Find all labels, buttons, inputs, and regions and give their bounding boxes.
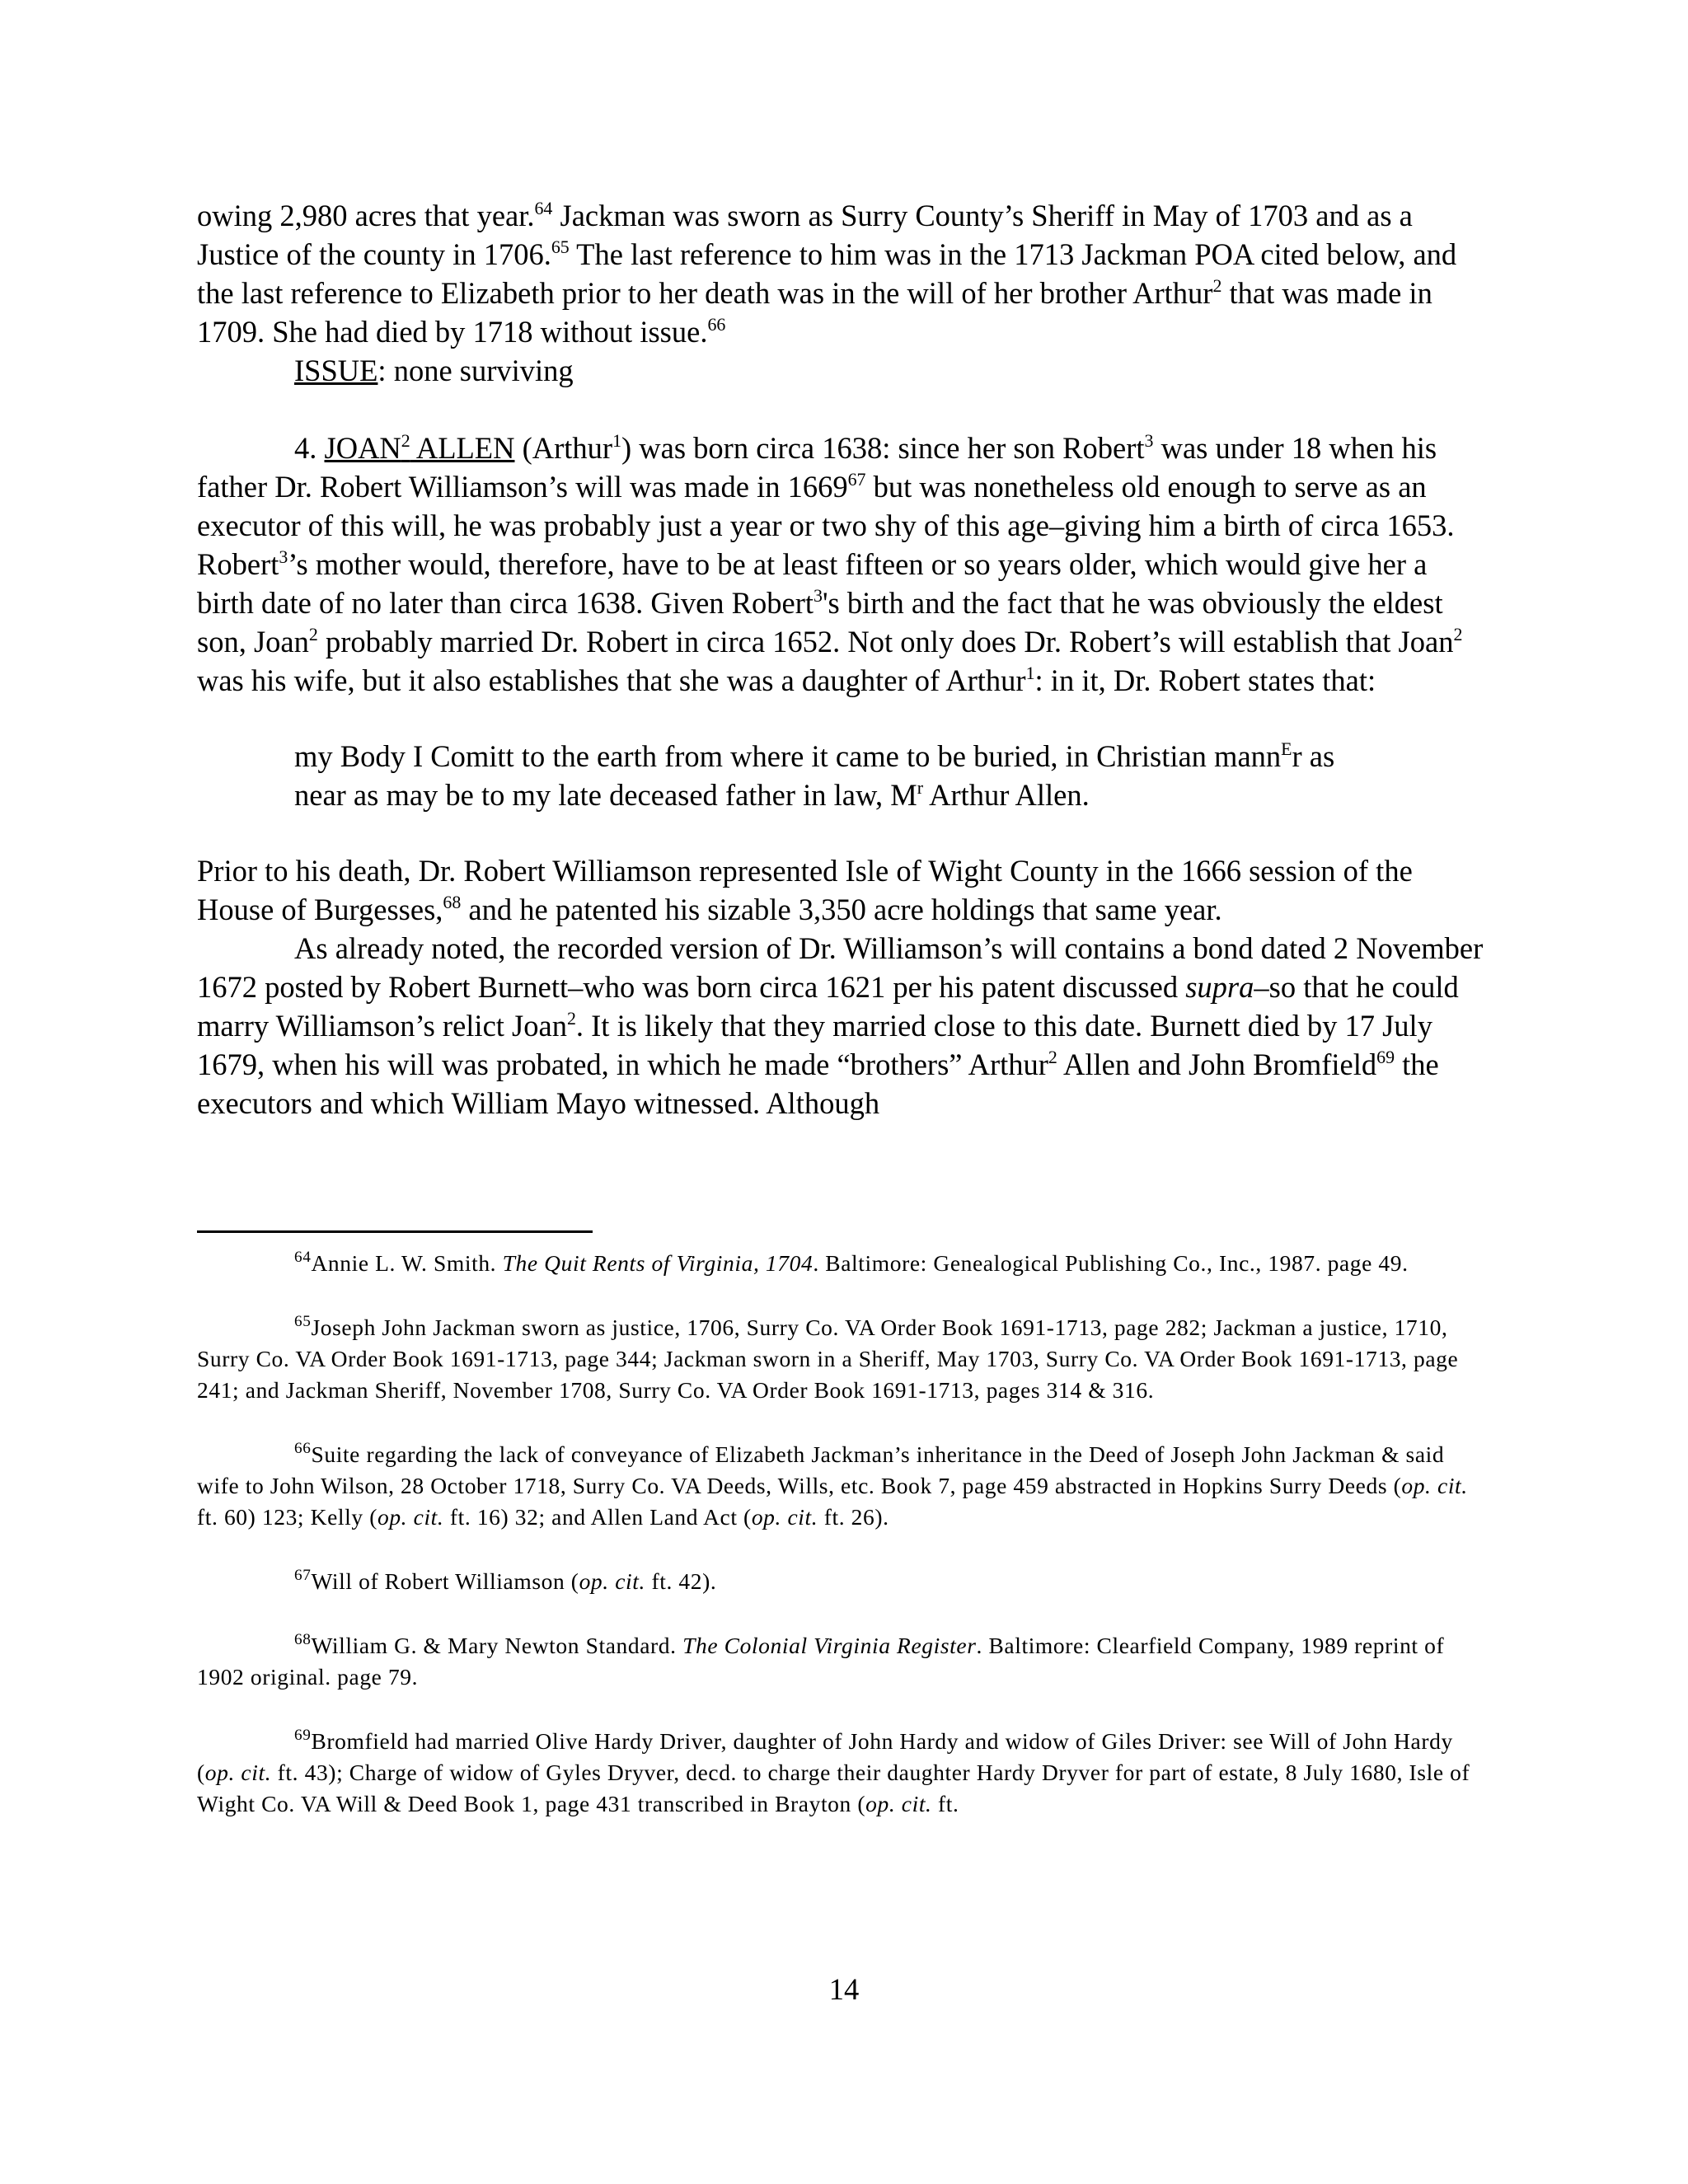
generation-superscript: 2 — [1048, 1046, 1057, 1067]
text-run: and he patented his sizable 3,350 acre holdings that same year. — [461, 893, 1222, 926]
footnote-number: 67 — [294, 1566, 312, 1584]
footnote-number: 66 — [294, 1439, 312, 1457]
footnote-text: Bromfield had married Olive Hardy Driver, daughter of John Hardy and widow of Giles Driver: see Will of John Hardy ( — [197, 1728, 1453, 1785]
paragraph-joan-allen — [197, 429, 1491, 700]
quote-text: r as near as may be to my late deceased father in law, M — [294, 739, 1335, 812]
footnote-italic: op. cit. — [579, 1568, 645, 1594]
generation-superscript: 1 — [1025, 662, 1035, 683]
italic-text: supra — [1185, 970, 1254, 1004]
footnote-ref-66[interactable]: 66 — [707, 313, 726, 335]
text-run: was under 18 when his father Dr. Robert Williamson’s will was made in 1669 — [197, 431, 1437, 504]
footnote-ref-65[interactable]: 65 — [551, 236, 570, 257]
footnote-text: . Baltimore: Clearfield Company, 1989 reprint of 1902 original. page 79. — [197, 1633, 1445, 1690]
issue-label: ISSUE — [294, 354, 378, 387]
generation-superscript: 2 — [566, 1007, 576, 1029]
footnote-title: The Colonial Virginia Register — [682, 1633, 977, 1658]
entry-name-text: ALLEN — [410, 431, 515, 465]
footnote-number: 69 — [294, 1726, 312, 1744]
footnote-ref-68[interactable]: 68 — [443, 891, 462, 912]
block-quote — [294, 737, 1491, 814]
generation-superscript: 3 — [279, 546, 288, 567]
paragraph-jackman — [197, 196, 1491, 351]
footnote-text: Annie L. W. Smith. — [311, 1250, 503, 1276]
text-run: was his wife, but it also establishes that she was a daughter of Arthur — [197, 663, 1026, 697]
generation-superscript: 2 — [1212, 274, 1222, 296]
text-run: –so that he could marry Williamson’s relict Joan — [197, 970, 1459, 1043]
footnote-ref-67[interactable]: 67 — [847, 468, 866, 490]
text-run: Prior to his death, Dr. Robert Williamson represented Isle of Wight County in the 1666 session of the House of Burgesses, — [197, 854, 1413, 926]
footnote-text: Suite regarding the lack of conveyance of Elizabeth Jackman’s inheritance in the Deed of Joseph John Jackman & said wife to John Wilson, 28 October 1718, Surry Co. VA Deeds, Wills, etc. Book 7, page 459 abstracted in Hopkins Surry Deeds ( — [197, 1441, 1445, 1498]
text-run: ) was born circa 1638: since her son Robert — [621, 431, 1145, 465]
quote-text: Arthur Allen. — [923, 778, 1090, 812]
footnote-italic: op. cit. — [204, 1760, 272, 1785]
quote-superscript: E — [1281, 738, 1292, 759]
footnote-text: ft. — [931, 1791, 959, 1816]
entry-name-text: JOAN — [324, 431, 401, 465]
footnote-64 — [197, 1248, 1491, 1279]
footnote-italic: op. cit. — [865, 1791, 932, 1816]
text-run: . It is likely that they married close to this date. Burnett died by 17 July 1679, when his will was probated, in which he made “brothers” Arthur — [197, 1009, 1432, 1081]
footnote-number: 64 — [294, 1248, 312, 1266]
entry-name — [325, 431, 515, 465]
footnote-text: Will of Robert Williamson ( — [311, 1568, 579, 1594]
footnote-68 — [197, 1630, 1491, 1693]
footnote-69 — [197, 1726, 1491, 1820]
footnote-text: Joseph John Jackman sworn as justice, 1706, Surry Co. VA Order Book 1691-1713, page 282; Jackman a justice, 1710, Surry Co. VA Order Book 1691-1713, page 344; Jackman sworn in a Sheriff, May 1703, Surry Co. VA Order Book 1691-1713, page 241; and Jackman Sheriff, November 1708, Surry Co. VA Order Book 1691-1713, pages 314 & 316. — [197, 1315, 1459, 1403]
text-run: Jackman was sworn as Surry County’s Sheriff in May of 1703 and as a Justice of the county in 1706. — [197, 199, 1413, 271]
footnote-text: . Baltimore: Genealogical Publishing Co., Inc., 1987. page 49. — [813, 1250, 1409, 1276]
footnote-65 — [197, 1312, 1491, 1406]
footnote-text: ft. 26). — [818, 1504, 889, 1530]
text-run: 's birth and the fact that he was obviously the eldest son, Joan — [197, 586, 1443, 658]
footnote-italic: op. cit. — [377, 1504, 444, 1530]
paragraph-burgesses — [197, 851, 1491, 929]
paragraph-burnett — [197, 929, 1491, 1122]
text-run: ’s mother would, therefore, have to be at least fifteen or so years older, which would give her a birth date of no later than circa 1638. Given Robert — [197, 547, 1428, 620]
text-run: the executors and which William Mayo witnessed. Although — [197, 1047, 1439, 1120]
text-run: : in it, Dr. Robert states that: — [1034, 663, 1376, 697]
generation-superscript: 3 — [1144, 429, 1154, 451]
page-number: 14 — [828, 1972, 860, 2006]
text-run: Allen and John Bromfield — [1057, 1047, 1377, 1081]
issue-line — [197, 351, 1491, 390]
generation-superscript: 2 — [1453, 623, 1463, 644]
issue-value: : none surviving — [377, 354, 574, 387]
footnote-66 — [197, 1439, 1491, 1533]
text-run: that was made in 1709. She had died by 1718 without issue. — [197, 276, 1432, 349]
footnote-text: ft. 43); Charge of widow of Gyles Dryver, decd. to charge their daughter Hardy Dryver for part of estate, 8 July 1680, Isle of Wight Co. VA Will & Deed Book 1, page 431 transcribed in Brayton ( — [197, 1760, 1470, 1816]
footnote-italic: op. cit. — [751, 1504, 818, 1530]
footnote-number: 65 — [294, 1312, 312, 1330]
text-run: but was nonetheless old enough to serve as an executor of this will, he was probably just a year or two shy of this age–giving him a birth of circa 1653. Robert — [197, 470, 1455, 581]
footnote-divider — [197, 1230, 593, 1233]
footnotes — [197, 1248, 1491, 1853]
generation-superscript: 1 — [612, 429, 622, 451]
text-run: The last reference to him was in the 1713 Jackman POA cited below, and the last reference to Elizabeth prior to her death was in the will of her brother Arthur — [197, 237, 1457, 310]
footnote-ref-69[interactable]: 69 — [1376, 1046, 1395, 1067]
quote-superscript: r — [917, 776, 923, 798]
footnote-number: 68 — [294, 1630, 312, 1648]
text-run: As already noted, the recorded version of Dr. Williamson’s will contains a bond dated 2 November 1672 posted by Robert Burnett–who was born circa 1621 per his patent discussed — [197, 931, 1484, 1004]
body-text — [197, 196, 1491, 1122]
text-run: (Arthur — [514, 431, 613, 465]
text-run: probably married Dr. Robert in circa 1652. Not only does Dr. Robert’s will establish that Joan — [317, 625, 1454, 658]
generation-superscript: 2 — [308, 623, 318, 644]
footnote-ref-64[interactable]: 64 — [534, 197, 553, 218]
footnote-text: ft. 16) 32; and Allen Land Act ( — [443, 1504, 752, 1530]
footnote-text: ft. 42). — [645, 1568, 717, 1594]
footnote-67 — [197, 1566, 1491, 1597]
entry-number: 4. — [294, 431, 325, 465]
footnote-italic: op. cit. — [1401, 1473, 1468, 1498]
footnote-text: William G. & Mary Newton Standard. — [311, 1633, 683, 1658]
quote-text: my Body I Comitt to the earth from where it came to be buried, in Christian mann — [294, 739, 1282, 773]
footnote-text: ft. 60) 123; Kelly ( — [197, 1504, 377, 1530]
footnote-title: The Quit Rents of Virginia, 1704 — [502, 1250, 814, 1276]
generation-superscript: 2 — [401, 429, 410, 451]
generation-superscript: 3 — [814, 584, 823, 606]
text-run: owing 2,980 acres that year. — [197, 199, 535, 232]
